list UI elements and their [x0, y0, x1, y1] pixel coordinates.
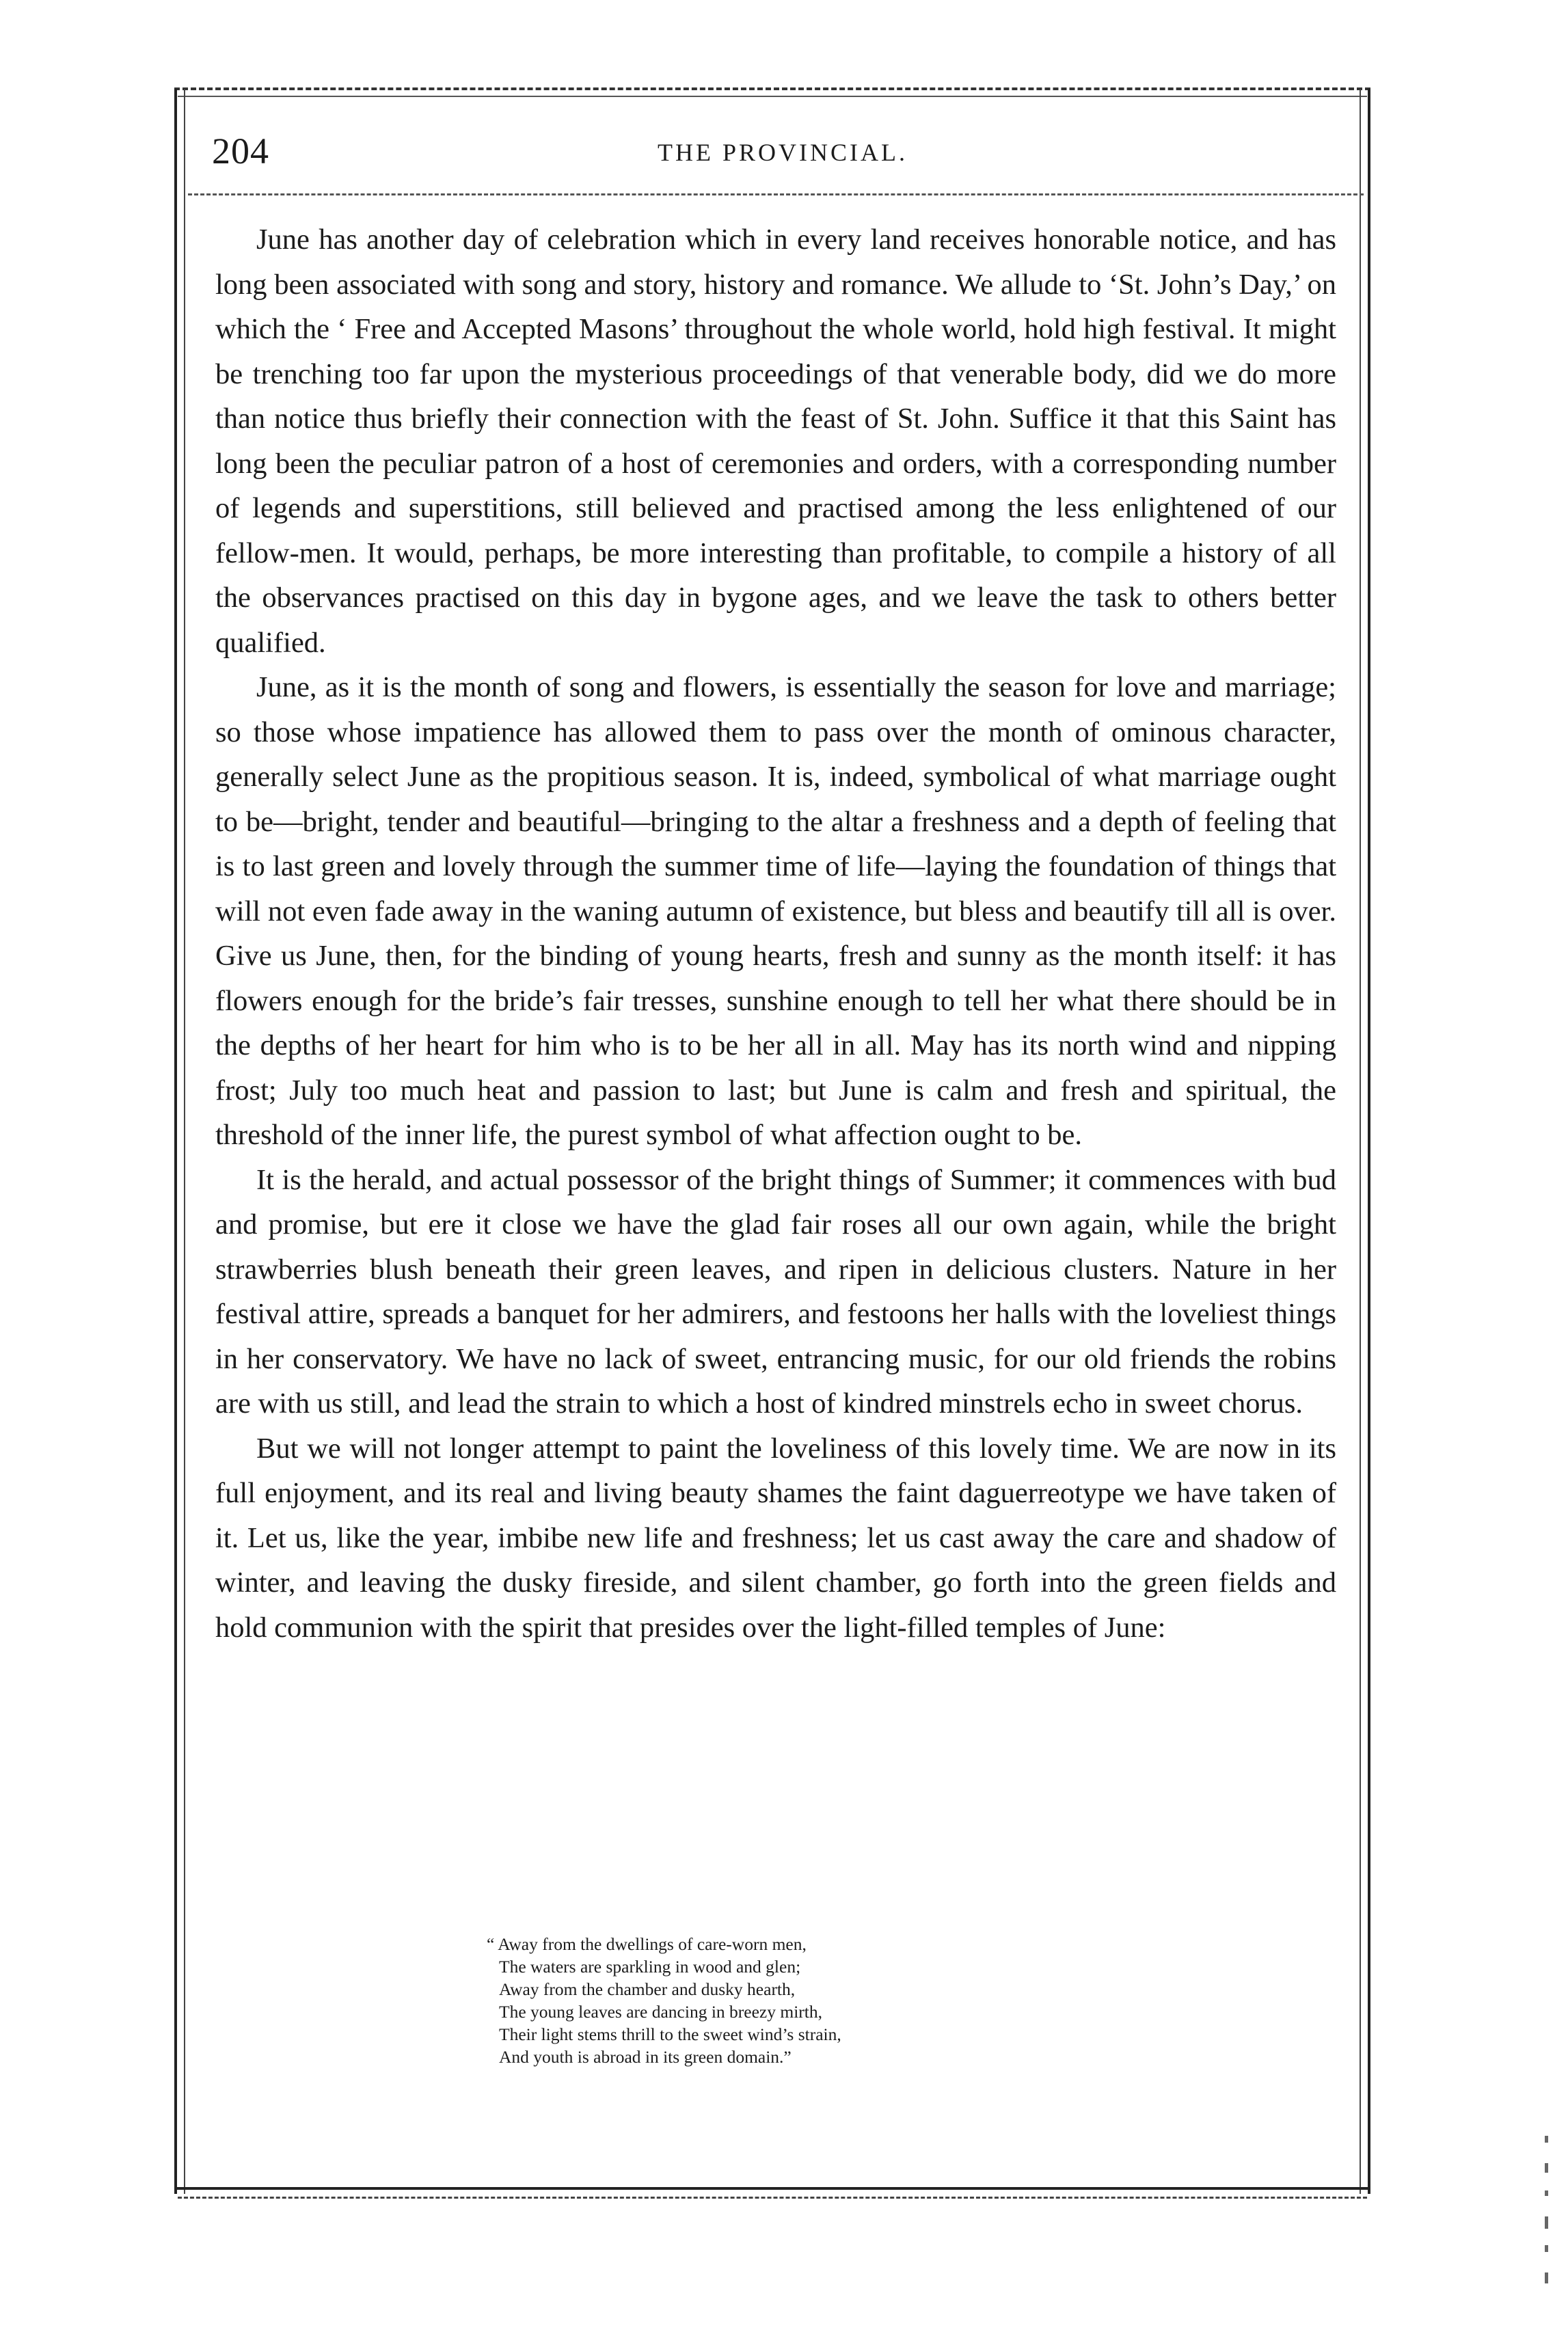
header-rule: [188, 193, 1364, 195]
article-body: [215, 217, 1336, 1650]
paragraph-herald-of-summer: It is the herald, and actual possessor of the bright things of Summer; it commences with bud and promise, but ere it close we have the glad fair roses all our own again, while the bright strawberries blush beneath their green leaves, and ripen in delicious clusters. Nature in her festival attire, spreads a banquet for her admirers, and festoons her halls with the loveliest things in her conservatory. We have no lack of sweet, entrancing music, for our old friends the robins are with us still, and lead the strain to which a host of kindred minstrels echo in sweet chorus.: [215, 1163, 1336, 1420]
poem-line: And youth is abroad in its green domain.”: [499, 2047, 792, 2067]
paragraph-closing: But we will not longer attempt to paint the loveliness of this lovely time. We are now in its full enjoyment, and its real and living beauty shames the faint daguerreotype we have taken of it. Let us, like the year, imbibe new life and freshness; let us cast away the care and shadow of winter, and leaving the dusky fireside, and silent chamber, go forth into the green fields and hold communion with the spirit that presides over the light-filled temples of June:: [215, 1432, 1336, 1644]
margin-scan-marks: [1542, 2136, 1552, 2293]
paragraph-st-johns-day: June has another day of celebration which in every land receives honorable notice, and has long been associated with song and story, history and romance. We allude to ‘St. John’s Day,’ on which the ‘ Free and Accepted Masons’ throughout the whole world, hold high festival. It might be trenching too far upon the mysterious proceedings of that venerable body, did we do more than notice thus briefly their connection with the feast of St. John. Suffice it that this Saint has long been the peculiar patron of a host of ceremonies and orders, with a corresponding number of legends and superstitions, still believed and practised among the less enlightened of our fellow-men. It would, perhaps, be more interesting than profitable, to compile a history of all the observances practised on this day in bygone ages, and we leave the task to others better qualified.: [215, 223, 1336, 659]
page-number: 204: [212, 131, 269, 172]
poem-line: The young leaves are dancing in breezy mirth,: [499, 2002, 822, 2022]
journal-title: THE PROVINCIAL.: [658, 139, 908, 166]
poem-quotation: [487, 1933, 841, 2068]
running-head: [212, 130, 1353, 178]
poem-line: The waters are sparkling in wood and glen;: [499, 1957, 801, 1977]
bottom-border-rule: [174, 2187, 1370, 2190]
poem-line: Their light stems thrill to the sweet wind’s strain,: [499, 2024, 841, 2044]
poem-line: “ Away from the dwellings of care-worn men,: [487, 1934, 807, 1954]
bottom-inner-rule: [178, 2197, 1367, 2199]
poem-line: Away from the chamber and dusky hearth,: [499, 1979, 796, 1999]
paragraph-love-and-marriage: June, as it is the month of song and flowers, is essentially the season for love and marriage; so those whose impatience has allowed them to pass over the month of ominous character, generally select June as the propitious season. It is, indeed, symbolical of what marriage ought to be—bright, tender and beautiful—bringing to the altar a freshness and a depth of feeling that is to last green and lovely through the summer time of life—laying the foundation of things that will not even fade away in the waning autumn of existence, but bless and beautify till all is over. Give us June, then, for the binding of young hearts, fresh and sunny as the month itself: it has flowers enough for the bride’s fair tresses, sunshine enough to tell her what there should be in the depths of her heart for him who is to be her all in all. May has its north wind and nipping frost; July too much heat and passion to last; but June is calm and fresh and spiritual, the threshold of the inner life, the purest symbol of what affection ought to be.: [215, 671, 1336, 1151]
